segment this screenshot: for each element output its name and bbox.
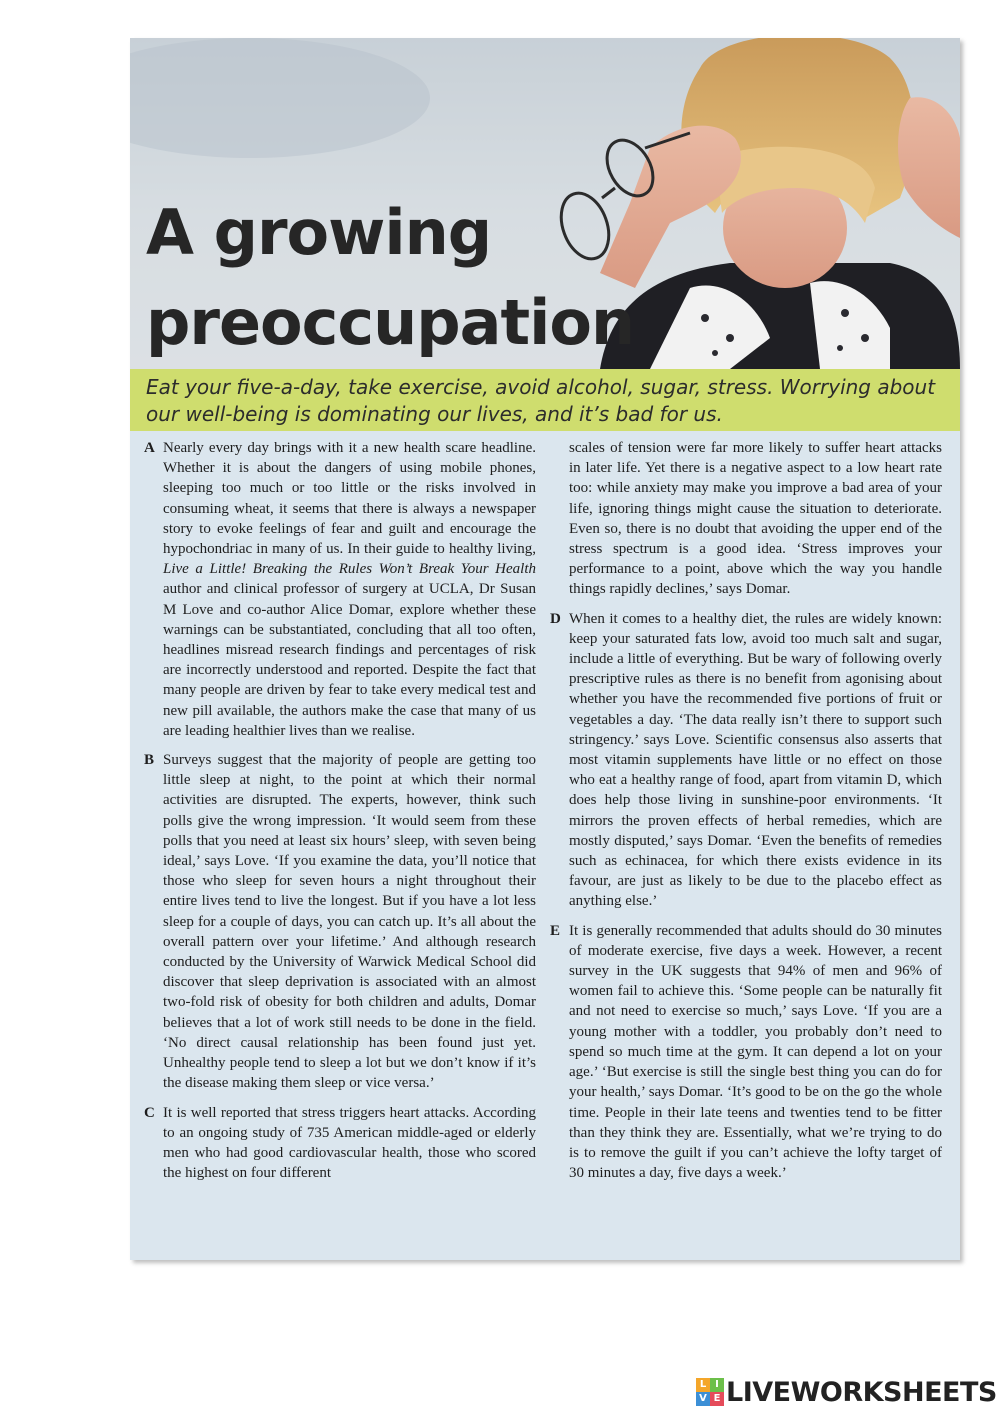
paragraph-text: When it comes to a healthy diet, the rules are widely known: keep your saturated fats low, avoid too much salt and sugar, include a little of everything. But be wary of following overly prescriptive rules as there is no benefit from agonising about whether you have the recommended five portions of fruit or vegetables a day. ‘The data really isn’t there to support such stringency.’ says Love. Scientific consensus also asserts that most vitamin supplements have little or no effect on those who eat a healthy range of food, apart from vitamin D, which does help those living in sunshine-poor environments. ‘It mirrors the proven effects of herbal remedies, which are mostly disputed,’ says Domar. ‘Even the benefits of remedies such as echinacea, for which there exists evidence in its favour, are just as likely to be due to the placebo effect as anything else.’	[569, 610, 942, 910]
paragraph-c-continued	[550, 438, 942, 600]
paragraph-a-text-end: author and clinical professor of surgery at UCLA, Dr Susan M Love and co-author Alice Domar, explore whether these warnings can be substantiated, concluding that all too often, headlines misread research findings and percentages of risk are incorrectly understood and reported. Despite the fact that many people are driven by fear to take every medical test and new pill available, the authors make the case that many of us are leading healthier lives than we realise.	[163, 581, 536, 739]
book-title: Live a Little! Breaking the Rules Won’t Break Your Health	[163, 561, 536, 578]
logo-mark-icon	[696, 1378, 724, 1406]
logo-mark-letter: I	[710, 1378, 724, 1392]
paragraph-text	[163, 438, 536, 741]
logo-mark-letter: L	[696, 1378, 710, 1392]
paragraph-letter: C	[144, 1104, 155, 1121]
title-line-1: A growing	[146, 196, 492, 269]
paragraph-letter: B	[144, 752, 155, 769]
paragraph-c	[144, 1103, 536, 1184]
paragraph-d	[550, 609, 942, 912]
paragraph-letter: D	[550, 610, 561, 627]
paragraph-a-text-start: Nearly every day brings with it a new health scare headline. Whether it is about the dangers of using mobile phones, sleeping too much or too little or the risks involved in consuming wheat, it seems that there is always a newspaper story to evoke feelings of fear and guilt and encourage the hypochondriac in many of us. In their guide to healthy living,	[163, 440, 536, 558]
paragraph-text: It is generally recommended that adults should do 30 minutes of moderate exercise, five days a week. However, a recent survey in the UK suggests that 94% of men and 96% of women fail to achieve this. ‘Some people can be naturally fit and not need to exercise so much,’ says Love. ‘If you are a young mother with a toddler, you probably don’t need to spend so much time at the gym. It can depend a lot on your age.’ ‘But exercise is still the single best thing you can do for your health,’ says Domar. ‘It’s good to be on the go the whole time. People in their late teens and twenties tend to be fitter than they think they are. Essentially, what we’re trying to do is to remove the guilt if you can’t achieve the lofty target of 30 minutes a day, five days a week.’	[569, 922, 942, 1182]
paragraph-e	[550, 921, 942, 1184]
paragraph-a	[144, 438, 536, 741]
right-column	[550, 438, 942, 1192]
subtitle-band	[130, 369, 960, 431]
subtitle: Eat your five-a-day, take exercise, avoid alcohol, sugar, stress. Worrying about our well-being is dominating our lives, and it’s bad for us.	[146, 375, 936, 426]
logo-wordmark: LIVEWORKSHEETS	[726, 1376, 997, 1408]
title-line-2: preoccupation	[146, 286, 635, 359]
liveworksheets-logo[interactable]	[696, 1376, 997, 1408]
paragraph-text: scales of tension were far more likely to suffer heart attacks in later life. Yet there is a negative aspect to a low heart rate too: while anxiety may make you improve a bad area of your life, ignoring things might cause the situation to deteriorate. Even so, there is no doubt that avoiding the upper end of the stress spectrum is a good idea. ‘Stress improves your performance to a point, above which the way you handle things rapidly declines,’ says Domar.	[569, 440, 942, 598]
paragraph-letter: A	[144, 440, 155, 456]
logo-mark-letter: E	[710, 1392, 724, 1406]
paragraph-text: Surveys suggest that the majority of people are getting too little sleep at night, to the point at which their normal activities are disrupted. The experts, however, think such polls give the wrong impression. ‘It would seem from these polls that you need at least six hours’ sleep, with seven being ideal,’ says Love. ‘If you examine the data, you’ll notice that those who sleep for seven hours a night throughout their entire lives tend to live the longest. But if you have a lot less sleep for a couple of days, you can catch up. It’s all about the overall pattern over your lifetime.’ And although research conducted by the University of Warwick Medical School did discover that sleep deprivation is associated with an almost two-fold risk of obesity for both children and adults, Domar believes that a lot of work still needs to be done in the field. ‘No direct causal relationship has been found just yet. Unhealthy people tend to sleep a lot but we don’t know if it’s the disease making them sleep or vice versa.’	[163, 752, 536, 1092]
hero-photo	[130, 38, 960, 369]
article-page	[130, 38, 960, 1260]
logo-mark-letter: V	[696, 1392, 710, 1406]
page-title	[146, 188, 634, 368]
paragraph-letter: E	[550, 922, 561, 939]
paragraph-text: It is well reported that stress triggers heart attacks. According to an ongoing study of 735 American middle-aged or elderly men who had good cardiovascular health, those who scored the highest on four different	[163, 1104, 536, 1182]
left-column	[144, 438, 536, 1192]
paragraph-b	[144, 750, 536, 1093]
